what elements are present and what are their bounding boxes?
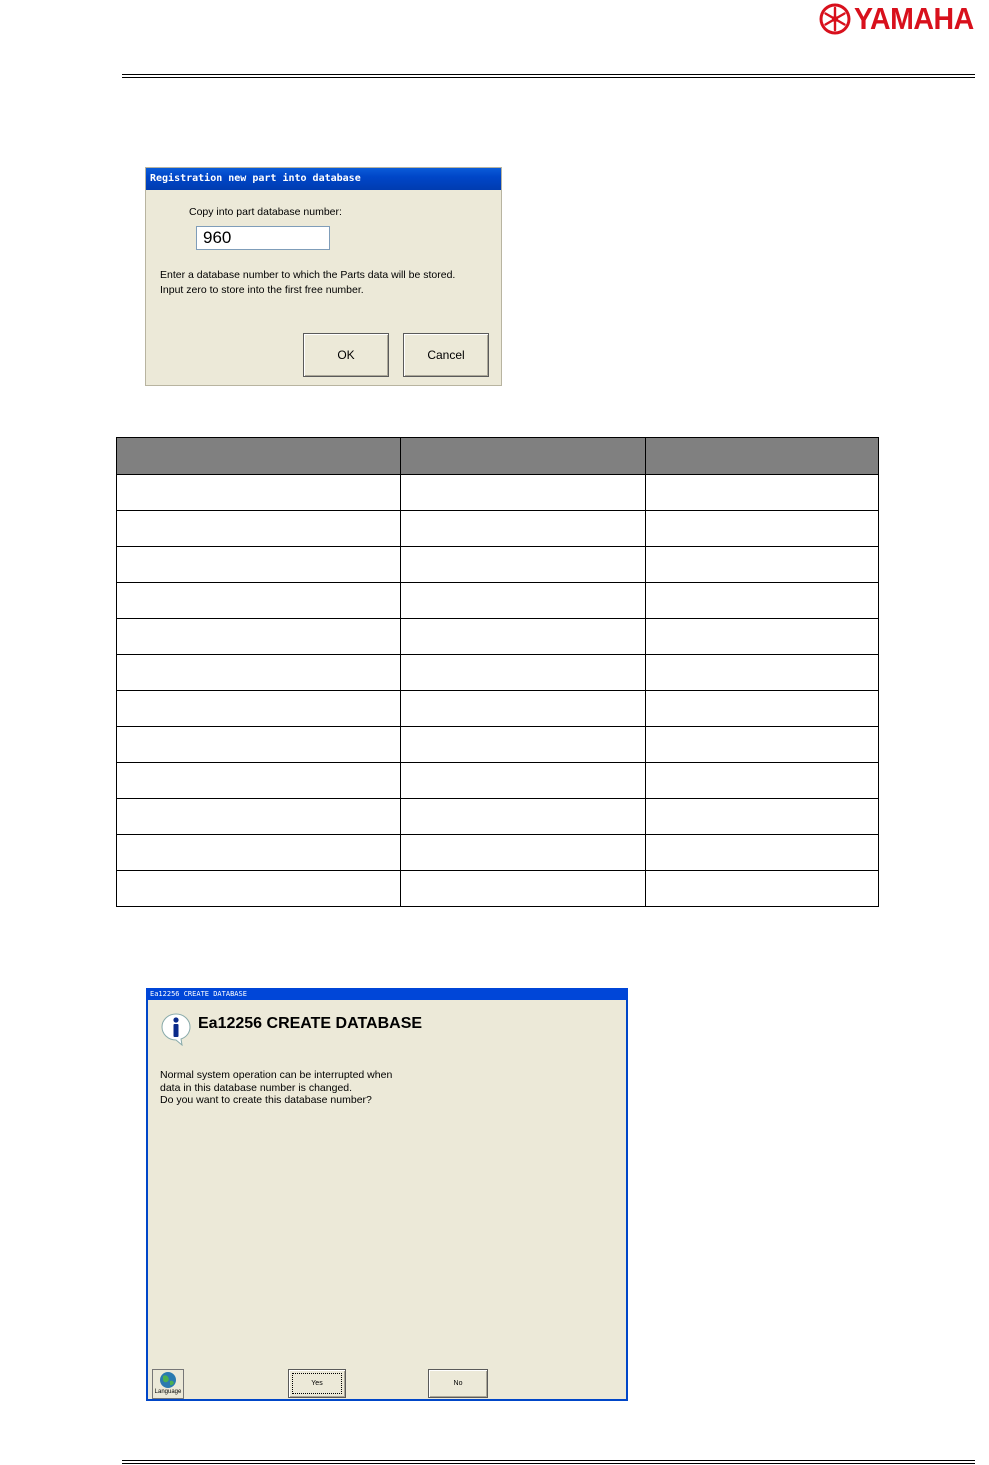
globe-icon: [158, 1371, 178, 1389]
table-cell: [401, 583, 646, 619]
ok-button[interactable]: OK: [303, 333, 389, 377]
language-label: Language: [154, 1389, 182, 1395]
table-cell: [401, 511, 646, 547]
table-cell: [401, 655, 646, 691]
table-row: [117, 727, 879, 763]
brand-name: YAMAHA: [854, 1, 974, 36]
table-cell: [117, 835, 401, 871]
table-cell: [401, 691, 646, 727]
header-rule: [122, 74, 975, 78]
table-cell: [646, 871, 879, 907]
info-text-line1: Enter a database number to which the Parts data will be stored.: [160, 269, 456, 281]
table-cell: [117, 799, 401, 835]
table-cell: [401, 727, 646, 763]
table-cell: [646, 475, 879, 511]
table-cell: [117, 871, 401, 907]
dialog-title: Ea12256 CREATE DATABASE: [146, 988, 628, 1000]
dialog-heading: Ea12256 CREATE DATABASE: [198, 1015, 423, 1032]
message-line: data in this database number is changed.: [160, 1081, 353, 1094]
table-cell: [646, 547, 879, 583]
table-cell: [117, 511, 401, 547]
table-row: [117, 763, 879, 799]
dialog-title: Registration new part into database: [146, 168, 501, 190]
table-cell: [646, 511, 879, 547]
info-text-line2: Input zero to store into the first free number.: [160, 284, 364, 296]
table-cell: [646, 727, 879, 763]
prompt-label: Copy into part database number:: [189, 206, 342, 218]
table-cell: [117, 727, 401, 763]
table-cell: [117, 547, 401, 583]
info-icon: [160, 1012, 192, 1046]
table-row: [117, 655, 879, 691]
table-cell: [646, 583, 879, 619]
table-cell: [117, 655, 401, 691]
table-row: [117, 871, 879, 907]
message-line: Do you want to create this database number?: [160, 1094, 372, 1106]
table-cell: [117, 691, 401, 727]
table-row: [117, 547, 879, 583]
table-cell: [401, 835, 646, 871]
yes-button[interactable]: [288, 1369, 346, 1398]
data-table: [116, 437, 879, 907]
registration-dialog: [145, 167, 502, 386]
no-button[interactable]: No: [428, 1369, 488, 1398]
table-row: [117, 475, 879, 511]
table-cell: [401, 799, 646, 835]
yamaha-emblem-icon: [818, 2, 852, 36]
table-cell: [646, 691, 879, 727]
table-cell: [117, 583, 401, 619]
table-header-cell: [117, 438, 401, 475]
table-cell: [646, 655, 879, 691]
table-cell: [646, 763, 879, 799]
table-header-cell: [646, 438, 879, 475]
yamaha-logo: [818, 2, 984, 36]
table-cell: [646, 835, 879, 871]
table-cell: [646, 799, 879, 835]
dialog-message: [160, 1069, 392, 1107]
language-button[interactable]: [152, 1369, 184, 1399]
table-row: [117, 583, 879, 619]
table-cell: [117, 619, 401, 655]
cancel-button[interactable]: Cancel: [403, 333, 489, 377]
table-row: [117, 799, 879, 835]
table-header-cell: [401, 438, 646, 475]
table-row: [117, 511, 879, 547]
table-row: [117, 835, 879, 871]
table-cell: [401, 475, 646, 511]
database-number-input[interactable]: 960: [196, 226, 330, 250]
table-row: [117, 691, 879, 727]
table-cell: [117, 475, 401, 511]
create-database-dialog: [146, 988, 628, 1401]
table-cell: [401, 547, 646, 583]
table-cell: [401, 619, 646, 655]
table-cell: [401, 871, 646, 907]
focus-rectangle: [292, 1373, 342, 1394]
table-row: [117, 619, 879, 655]
yes-label: Yes: [311, 1380, 323, 1387]
table-cell: [646, 619, 879, 655]
table-cell: [117, 763, 401, 799]
table-cell: [401, 763, 646, 799]
footer-rule: [122, 1460, 975, 1464]
table-header-row: [117, 438, 879, 475]
message-line: Normal system operation can be interrupted when: [160, 1069, 393, 1081]
